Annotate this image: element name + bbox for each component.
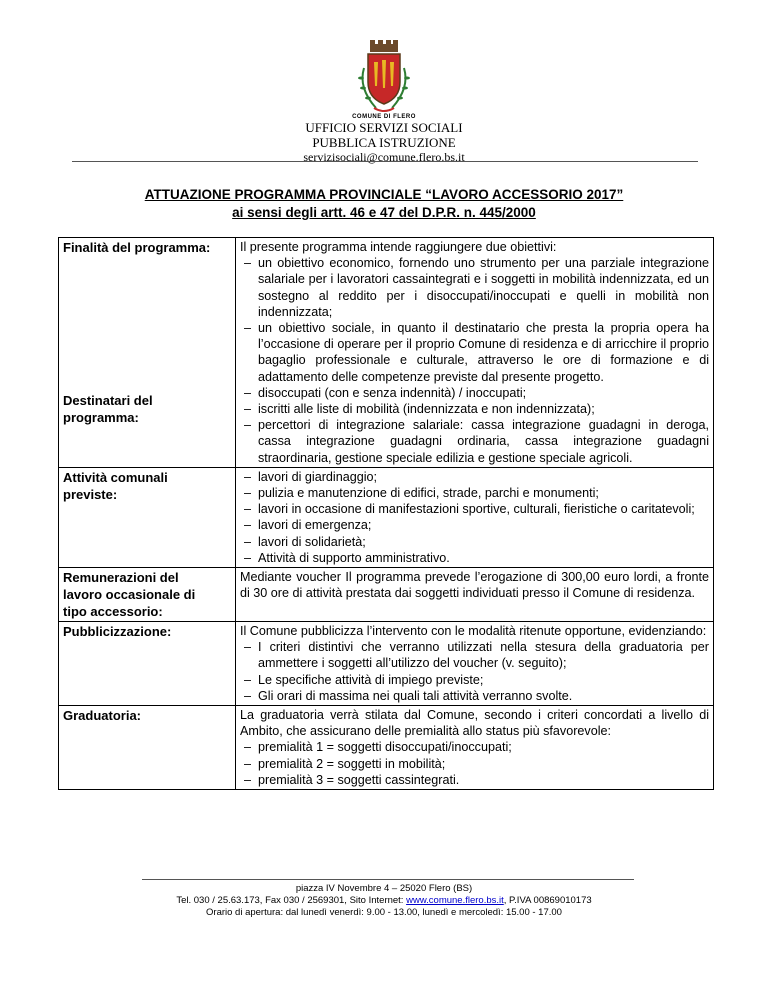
row-label: Graduatoria:	[63, 708, 142, 724]
title-line-2: ai sensi degli artt. 46 e 47 del D.P.R. n. 445/2000	[232, 205, 536, 220]
row-label	[63, 324, 231, 341]
row-intro-text: Il Comune pubblicizza l’intervento con le modalità ritenute opportune, evidenziando:	[240, 624, 707, 639]
table-row	[59, 467, 714, 567]
row-label: lavoro occasionale di	[63, 587, 196, 603]
list-item: – lavori di giardinaggio;	[240, 469, 709, 485]
program-table	[58, 237, 714, 790]
list-item: – pulizia e manutenzione di edifici, strade, parchi e monumenti;	[240, 485, 709, 501]
row-label	[63, 256, 231, 273]
table-row	[59, 706, 714, 790]
row-label	[63, 307, 231, 324]
office-subname: PUBBLICA ISTRUZIONE	[312, 135, 456, 150]
list-item: – Attività di supporto amministrativo.	[240, 550, 709, 566]
row-label-cell	[59, 467, 236, 567]
table-row	[59, 622, 714, 706]
row-label: previste:	[63, 486, 118, 502]
list-item: – I criteri distintivi che verranno utilizzati nella stesura della graduatoria per ammettere i soggetti all’utilizzo del voucher (v. seguito);	[240, 639, 709, 671]
footer-divider	[142, 879, 634, 880]
row-label-cell	[59, 706, 236, 790]
row-label	[63, 341, 231, 358]
header-divider	[72, 161, 698, 162]
list-item: – lavori di solidarietà;	[240, 534, 709, 550]
footer-contacts-prefix: Tel. 030 / 25.63.173, Fax 030 / 2569301, Sito Internet:	[176, 895, 407, 906]
bullet-list	[240, 255, 709, 466]
footer-contacts	[0, 895, 768, 907]
row-label: Remunerazioni del	[63, 570, 179, 586]
footer-address: piazza IV Novembre 4 – 25020 Flero (BS)	[295, 883, 473, 894]
row-content-cell	[236, 706, 714, 790]
row-label: Attività comunali	[63, 469, 168, 485]
list-item: – un obiettivo sociale, in quanto il destinatario che presta la propria opera ha l’occasione di operare per il proprio Comune di residenza e di arricchire il proprio bagaglio professionale e culturale, attraverso le ore di formazione e di adattamento delle competenze previste dal presente progetto.	[240, 320, 709, 385]
list-item: – premialità 1 = soggetti disoccupati/inoccupati;	[240, 739, 709, 755]
footer	[0, 883, 768, 919]
list-item: – premialità 3 = soggetti cassintegrati.	[240, 772, 709, 788]
office-email: servizisociali@comune.flero.bs.it	[303, 150, 465, 164]
list-item: – percettori di integrazione salariale: cassa integrazione guadagni in deroga, cassa integrazione guadagni ordinaria, cassa integrazione guadagni straordinaria, gestione speciale edilizia e gestione speciale agricoli.	[240, 417, 709, 466]
website-link[interactable]: www.comune.flero.bs.it	[406, 895, 504, 906]
letterhead	[0, 38, 768, 164]
row-intro-text: Il presente programma intende raggiungere due obiettivi:	[240, 240, 557, 254]
row-label: programma:	[63, 410, 139, 425]
document-title	[0, 186, 768, 222]
row-label-cell	[59, 238, 236, 468]
row-intro-text: Mediante voucher Il programma prevede l’erogazione di 300,00 euro lordi, a fronte di 30 ore di attività prestata dai soggetti individuati presso il Comune di residenza.	[240, 570, 709, 601]
row-content-cell	[236, 238, 714, 468]
row-label-cell	[59, 568, 236, 622]
footer-contacts-suffix: , P.IVA 00869010173	[503, 895, 592, 906]
bullet-list	[240, 739, 709, 788]
list-item: – lavori di emergenza;	[240, 517, 709, 533]
office-name: UFFICIO SERVIZI SOCIALI	[305, 120, 463, 135]
table-row	[59, 568, 714, 622]
bullet-list	[240, 469, 709, 566]
list-item: – Gli orari di massima nei quali tali attività verranno svolte.	[240, 688, 709, 704]
list-item: – iscritti alle liste di mobilità (indennizzata e non indennizzata);	[240, 401, 709, 417]
list-item: – lavori in occasione di manifestazioni sportive, culturali, fieristiche o caritatevoli;	[240, 501, 709, 517]
row-label: Pubblicizzazione:	[63, 624, 172, 640]
municipal-crest-logo	[344, 38, 424, 118]
row-label	[63, 358, 231, 375]
row-intro-text: La graduatoria verrà stilata dal Comune, secondo i criteri concordati a livello di Ambito, che assicurano delle premialità allo status più sfavorevole:	[240, 708, 709, 739]
list-item: – un obiettivo economico, fornendo uno strumento per una parziale integrazione salariale per i lavoratori cassaintegrati e i soggetti in mobilità indennizzata, ed un sostegno al reddito per i disoccupati/inoccupati e quelli in mobilità non indennizzata;	[240, 255, 709, 320]
crest-caption: COMUNE DI FLERO	[352, 114, 416, 120]
title-line-1: ATTUAZIONE PROGRAMMA PROVINCIALE “LAVORO ACCESSORIO 2017”	[144, 187, 624, 202]
row-label-cell	[59, 622, 236, 706]
row-label	[63, 290, 231, 307]
list-item: – Le specifiche attività di impiego previste;	[240, 672, 709, 688]
row-label: Finalità del programma:	[63, 240, 211, 255]
list-item: – premialità 2 = soggetti in mobilità;	[240, 756, 709, 772]
table-row	[59, 238, 714, 468]
row-label	[63, 273, 231, 290]
row-content-cell	[236, 467, 714, 567]
row-label: tipo accessorio:	[63, 604, 163, 620]
row-label: Destinatari del	[63, 393, 153, 408]
row-content-cell	[236, 622, 714, 706]
row-content-cell	[236, 568, 714, 622]
row-label	[63, 375, 231, 392]
list-item: – disoccupati (con e senza indennità) / inoccupati;	[240, 385, 709, 401]
footer-hours: Orario di apertura: dal lunedì venerdì: 9.00 - 13.00, lunedì e mercoledì: 15.00 - 17.00	[206, 907, 562, 918]
bullet-list	[240, 639, 709, 704]
